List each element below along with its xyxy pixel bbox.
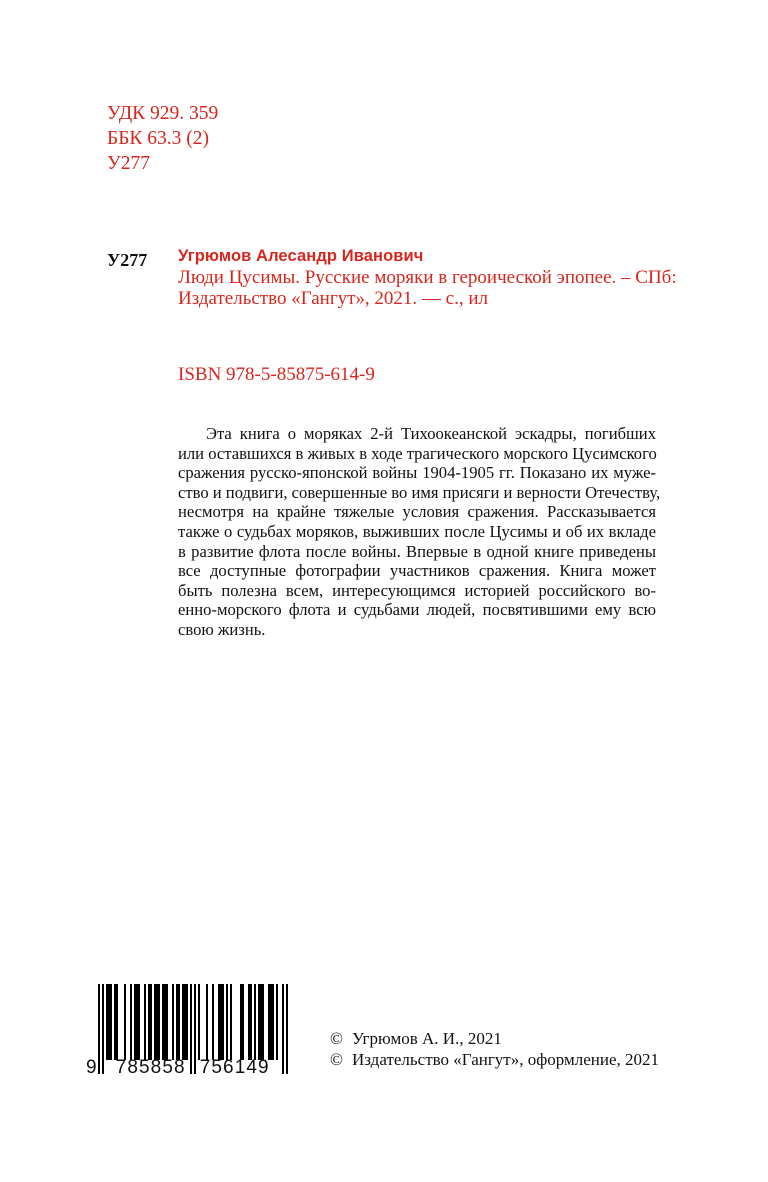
barcode-bar	[258, 984, 260, 1060]
barcode-bar	[154, 984, 156, 1060]
barcode-bar	[230, 984, 232, 1060]
title-line-1: Люди Цусимы. Русские моряки в героической эпопее. – СПб:	[178, 267, 677, 288]
annotation-line: енно-морского флота и судьбами людей, посвятившими ему всю	[178, 600, 656, 620]
annotation-line: или оставшихся в живых в ходе трагического морского Цусимского	[178, 443, 657, 463]
barcode-bar	[206, 984, 208, 1060]
barcode-bar	[276, 984, 278, 1060]
barcode-right-digits: 756149	[199, 1057, 270, 1078]
annotation-line: сражения русско-японской войны 1904-1905 гг. Показано их муже-	[178, 463, 656, 483]
barcode-bar	[162, 984, 164, 1060]
barcode-bar	[106, 984, 108, 1060]
barcode-bar	[222, 984, 224, 1060]
barcode-bar	[130, 984, 132, 1060]
isbn-number: ISBN 978-5-85875-614-9	[178, 364, 375, 385]
barcode-digits	[86, 1057, 270, 1079]
annotation-line: несмотря на крайне тяжелые условия сражения. Рассказывается	[178, 502, 656, 522]
barcode-bar	[272, 984, 274, 1060]
barcode-bar	[172, 984, 174, 1060]
author-code: У277	[107, 153, 151, 174]
copyright-icon: ©	[330, 1029, 343, 1048]
classification-codes	[107, 101, 218, 176]
barcode-bar	[144, 984, 146, 1060]
barcode-bar	[218, 984, 220, 1060]
barcode-bar	[110, 984, 112, 1060]
barcode-bar	[138, 984, 140, 1060]
barcode-bar	[184, 984, 186, 1060]
barcode-bar	[116, 984, 118, 1060]
barcode-bar	[220, 984, 222, 1060]
annotation-text	[178, 424, 661, 640]
barcode-bar	[282, 984, 284, 1074]
barcode-bar	[148, 984, 150, 1060]
barcode-bar	[262, 984, 264, 1060]
barcode-bar	[240, 984, 242, 1060]
bibliographic-entry	[178, 246, 698, 309]
barcode-bar	[158, 984, 160, 1060]
title-line-2: Издательство «Гангут», 2021. — с., ил	[178, 288, 488, 309]
annotation-line: все доступные фотографии участников сражения. Книга может	[178, 561, 656, 581]
copyright-block	[330, 1028, 659, 1070]
barcode-bar	[166, 984, 168, 1060]
barcode-bar	[164, 984, 166, 1060]
annotation-line: быть полезна всем, интересующимся историей российского во-	[178, 580, 656, 600]
barcode-bar	[286, 984, 288, 1074]
bbk-code: ББК 63.3 (2)	[107, 128, 210, 149]
copyright-line-1: © Угрюмов А. И., 2021	[330, 1029, 502, 1048]
annotation-line: свою жизнь.	[178, 619, 266, 639]
barcode-bar	[176, 984, 178, 1060]
barcode-bar	[226, 984, 228, 1060]
barcode-bar	[270, 984, 272, 1060]
barcode-bar	[134, 984, 136, 1060]
author-name: Угрюмов Алесандр Иванович	[178, 247, 424, 265]
barcode-bar	[242, 984, 244, 1060]
annotation-line: ство и подвиги, совершенные во имя присяги и верности Отечеству,	[178, 482, 661, 502]
barcode-bar	[268, 984, 270, 1060]
barcode-bar	[156, 984, 158, 1060]
barcode-lead-digit: 9	[86, 1057, 98, 1078]
barcode-bar	[248, 984, 250, 1060]
barcode-bar	[108, 984, 110, 1060]
barcode-bar	[136, 984, 138, 1060]
barcode-bar	[186, 984, 188, 1060]
barcode-bar	[150, 984, 152, 1060]
annotation-line: в развитие флота после войны. Впервые в одной книге приведены	[178, 541, 656, 561]
barcode-bar	[212, 984, 214, 1060]
barcode-bar	[260, 984, 262, 1060]
barcode-left-digits: 785858	[115, 1057, 186, 1078]
barcode-bar	[254, 984, 256, 1060]
barcode-bar	[178, 984, 180, 1060]
annotation-line: также о судьбах моряков, выживших после Цусимы и об их вкладе	[178, 521, 656, 541]
barcode-bar	[182, 984, 184, 1060]
barcode-bar	[114, 984, 116, 1060]
barcode-bar	[124, 984, 126, 1060]
barcode-bar	[250, 984, 252, 1060]
udk-code: УДК 929. 359	[107, 103, 219, 124]
copyright-line-2: © Издательство «Гангут», оформление, 2021	[330, 1050, 660, 1069]
barcode-bar	[198, 984, 200, 1060]
entry-code-mark: У277	[107, 250, 148, 270]
copyright-icon: ©	[330, 1050, 343, 1069]
annotation-line: Эта книга о моряках 2-й Тихоокеанской эскадры, погибших	[206, 424, 656, 443]
